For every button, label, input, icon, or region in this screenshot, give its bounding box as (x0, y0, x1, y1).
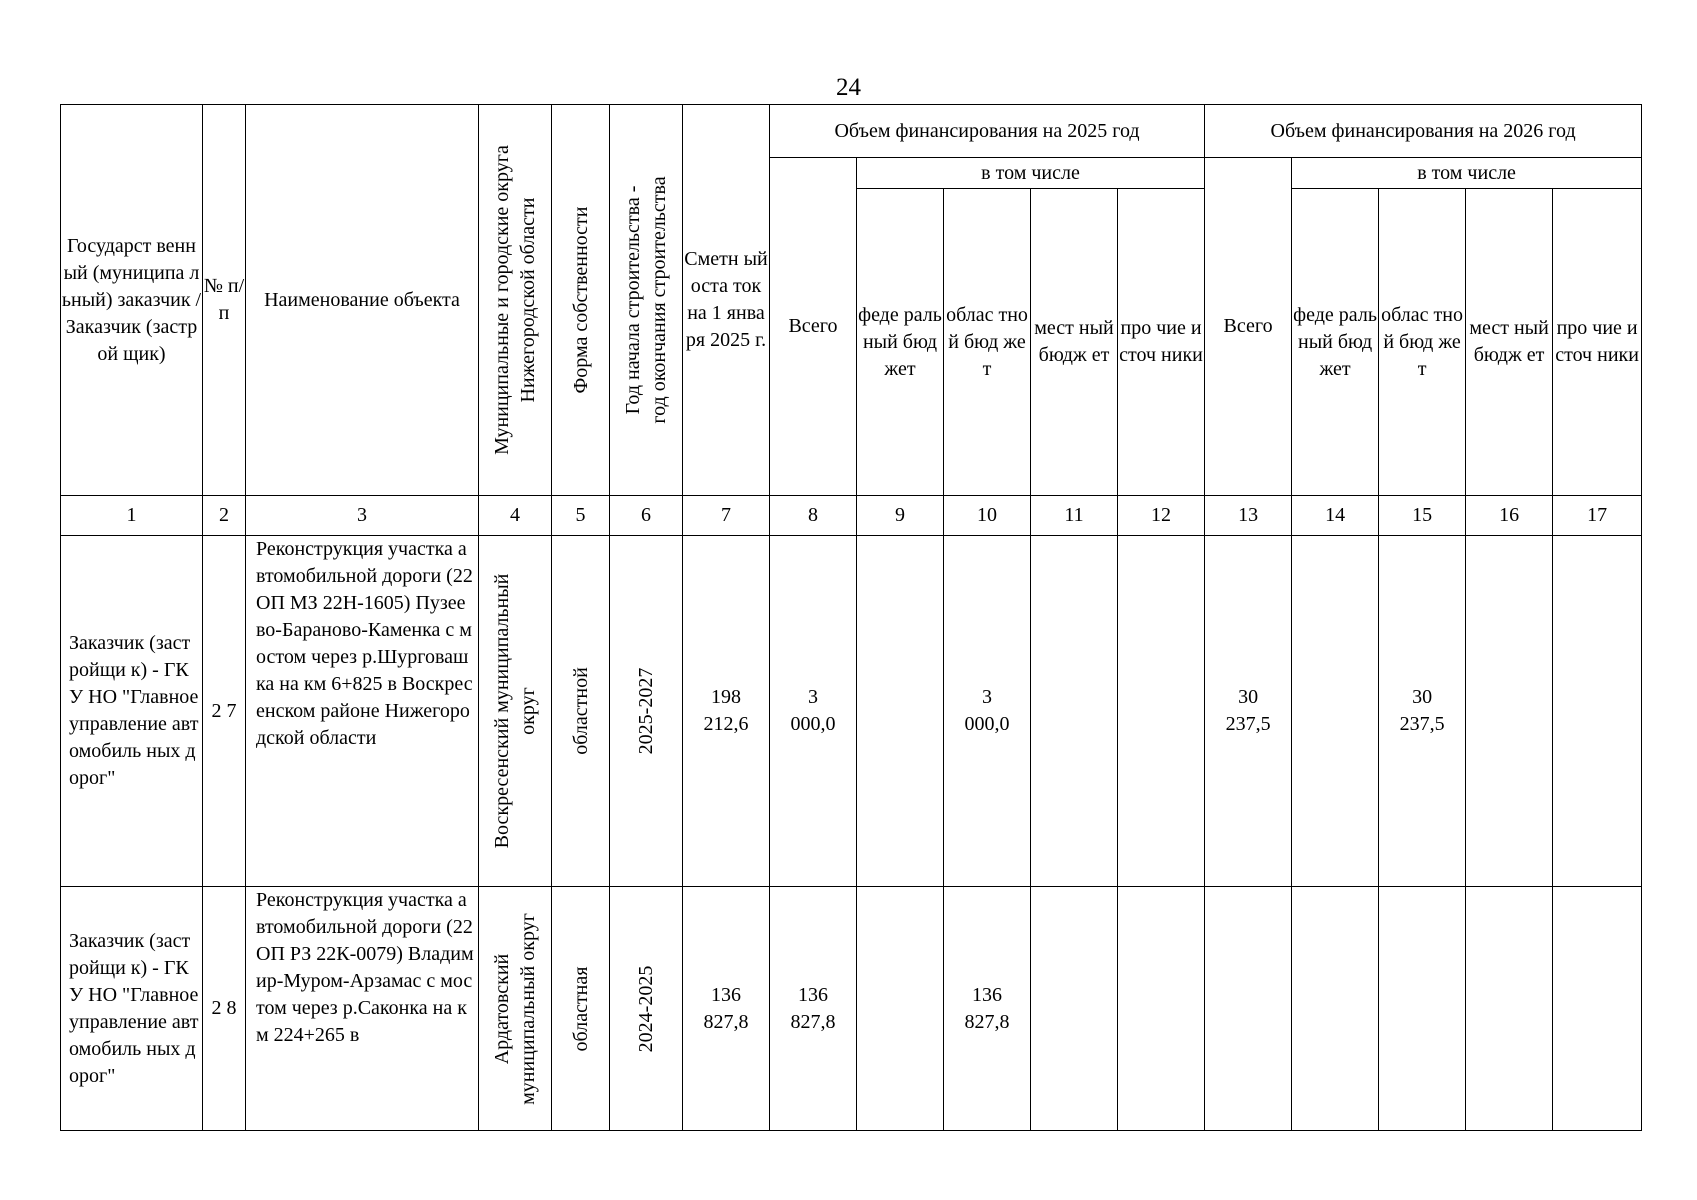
row-ownership: областной (552, 536, 610, 887)
header-estimate-balance: Сметн ый оста ток на 1 янва ря 2025 г. (683, 105, 770, 496)
header-regional-2025: облас тной бюд жет (944, 189, 1031, 496)
header-municipality: Муниципальные и городские округа Нижегородской области (479, 105, 552, 496)
column-number: 7 (683, 496, 770, 536)
column-number: 15 (1379, 496, 1466, 536)
column-number: 3 (246, 496, 479, 536)
row-years: 2025-2027 (610, 536, 683, 887)
table-row (61, 887, 1642, 1131)
row-other-2025 (1118, 887, 1205, 1131)
row-customer: Заказчик (застройщи к) - ГКУ НО "Главное управление автомобиль ных дорог" (61, 887, 203, 1131)
page-number: 24 (836, 74, 861, 101)
row-local-2026 (1466, 887, 1553, 1131)
row-ownership: областная (552, 887, 610, 1131)
header-regional-2026: облас тной бюд жет (1379, 189, 1466, 496)
row-estimate-balance: 136 827,8 (683, 887, 770, 1131)
header-total-2026: Всего (1205, 158, 1292, 496)
row-regional-2026 (1379, 887, 1466, 1131)
row-total-2025: 136 827,8 (770, 887, 857, 1131)
row-local-2026 (1466, 536, 1553, 887)
header-including-2026: в том числе (1292, 158, 1642, 189)
row-object-name: Реконструкция участка автомобильной дороги (22 ОП РЗ 22К-0079) Владимир-Муром-Арзамас с мостом через р.Саконка на км 224+265 в (246, 887, 479, 1131)
row-federal-2026 (1292, 887, 1379, 1131)
column-number: 2 (203, 496, 246, 536)
row-other-2025 (1118, 536, 1205, 887)
header-local-2026: мест ный бюдж ет (1466, 189, 1553, 496)
row-number: 2 8 (203, 887, 246, 1131)
column-number-row (61, 496, 1642, 536)
column-number: 17 (1553, 496, 1642, 536)
row-federal-2025 (857, 887, 944, 1131)
row-total-2026: 30 237,5 (1205, 536, 1292, 887)
row-regional-2026: 30 237,5 (1379, 536, 1466, 887)
header-number: № п/п (203, 105, 246, 496)
column-number: 12 (1118, 496, 1205, 536)
row-federal-2026 (1292, 536, 1379, 887)
row-object-name: Реконструкция участка автомобильной дороги (22 ОП МЗ 22Н-1605) Пузеево-Бараново-Каменка с мостом через р.Шурговашка на км 6+825 в Воскресенском районе Нижегородской области (246, 536, 479, 887)
header-customer: Государст венный (муниципа льный) заказчик / Заказчик (застрой щик) (61, 105, 203, 496)
header-years: Год начала строительства - год окончания строительства (610, 105, 683, 496)
header-object-name: Наименование объекта (246, 105, 479, 496)
row-municipality: Ардатовский муниципальный округ (479, 887, 552, 1131)
column-number: 13 (1205, 496, 1292, 536)
row-total-2026 (1205, 887, 1292, 1131)
row-years: 2024-2025 (610, 887, 683, 1131)
header-federal-2025: феде раль ный бюд жет (857, 189, 944, 496)
column-number: 11 (1031, 496, 1118, 536)
header-funding-2025: Объем финансирования на 2025 год (770, 105, 1205, 158)
header-federal-2026: феде раль ный бюд жет (1292, 189, 1379, 496)
header-other-2026: про чие источ ники (1553, 189, 1642, 496)
header-including-2025: в том числе (857, 158, 1205, 189)
column-number: 10 (944, 496, 1031, 536)
header-other-2025: про чие источ ники (1118, 189, 1205, 496)
row-other-2026 (1553, 536, 1642, 887)
column-number: 8 (770, 496, 857, 536)
row-regional-2025: 136 827,8 (944, 887, 1031, 1131)
row-total-2025: 3 000,0 (770, 536, 857, 887)
column-number: 4 (479, 496, 552, 536)
row-local-2025 (1031, 887, 1118, 1131)
column-number: 6 (610, 496, 683, 536)
row-local-2025 (1031, 536, 1118, 887)
column-number: 5 (552, 496, 610, 536)
investment-table (60, 104, 1642, 1131)
column-number: 1 (61, 496, 203, 536)
column-number: 14 (1292, 496, 1379, 536)
row-number: 2 7 (203, 536, 246, 887)
column-number: 9 (857, 496, 944, 536)
header-ownership: Форма собственности (552, 105, 610, 496)
header-local-2025: мест ный бюдж ет (1031, 189, 1118, 496)
column-number: 16 (1466, 496, 1553, 536)
row-estimate-balance: 198 212,6 (683, 536, 770, 887)
row-municipality: Воскресенский муниципальный округ (479, 536, 552, 887)
row-regional-2025: 3 000,0 (944, 536, 1031, 887)
table-row (61, 536, 1642, 887)
row-customer: Заказчик (застройщи к) - ГКУ НО "Главное управление автомобиль ных дорог" (61, 536, 203, 887)
header-total-2025: Всего (770, 158, 857, 496)
header-funding-2026: Объем финансирования на 2026 год (1205, 105, 1642, 158)
row-other-2026 (1553, 887, 1642, 1131)
row-federal-2025 (857, 536, 944, 887)
